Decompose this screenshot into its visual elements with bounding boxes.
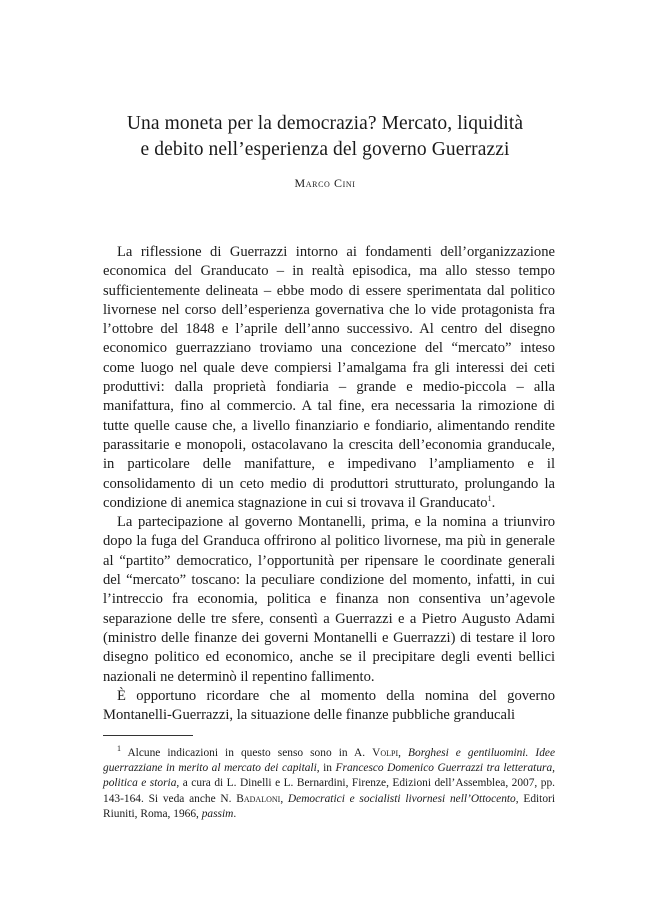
footnote-number: 1	[117, 744, 121, 754]
title-line-2: e debito nell’esperienza del governo Guerrazzi	[140, 139, 510, 160]
footnote-text: , in	[316, 762, 336, 775]
footnote-ref-1: 1	[487, 494, 492, 503]
author-name: Marco Cini	[294, 176, 356, 190]
footnote-work-title: Democratici e socialisti livornesi nell’Ottocento	[287, 792, 516, 805]
footnote-1	[103, 746, 555, 822]
footnote-text: ,	[280, 792, 288, 805]
title-line-1: Una moneta per la democrazia? Mercato, liquidità	[126, 113, 524, 134]
paragraph-2: La partecipazione al governo Montanelli, prima, e la nomina a triunviro dopo la fuga del Granduca offrirono al politico livornese, ma più in generale al “partito” democratico, l’opportunità per ripensare le coordinate generali del “mercato” toscano: la peculiare condizione del momento, infatti, in cui l’intreccio fra economia, politica e finanza non consentiva un’agevole separazione delle tre sfere, consentì a Guerrazzi e a Pietro Augusto Adami (ministro delle finanze dei governi Montanelli e Guerrazzi) di testare il loro disegno politico ed economico, anche se il precipitare degli eventi bellici nazionali ne determinò il repentino fallimento.	[103, 514, 555, 685]
footnote-author: Volpi	[372, 747, 399, 759]
footnote-divider	[103, 735, 193, 736]
footnote-emphasis: passim	[201, 807, 234, 820]
footnote-text: ,	[398, 747, 409, 759]
footnote	[103, 746, 555, 822]
article-title	[60, 111, 590, 163]
paragraph-3: È opportuno ricordare che al momento della nomina del governo Montanelli-Guerrazzi, la situazione delle finanze pubbliche granducali	[103, 687, 555, 724]
footnote-author: Badaloni	[236, 792, 281, 805]
footnote-text: , a cura di L. Dinelli e L. Bernardini, Firenze, Edizioni dell’Assemblea, 2007, pp. 143-164. Si veda anche N.	[103, 777, 555, 805]
article-body	[103, 243, 555, 725]
footnote-text: .	[233, 807, 237, 820]
footnote-text: , Editori Riuniti, Roma, 1966,	[103, 792, 555, 820]
footnote-work-title: Francesco Domenico Guerrazzi tra letteratura, politica e storia	[103, 762, 555, 790]
paragraph-1: La riflessione di Guerrazzi intorno ai fondamenti dell’organizzazione economica del Granducato – in realtà episodica, ma allo stesso tempo sufficientemente delineata – ebbe modo di essere sperimentata dal politico livornese nel corso dell’esperienza governativa che lo vide protagonista fra l’ottobre del 1848 e l’aprile dell’anno successivo. Al centro del disegno economico guerrazziano troviamo una concezione del “mercato” inteso come luogo nel quale deve compiersi l’amalgama fra gli interessi dei ceti produttivi: dalla proprietà fondiaria – grande e medio-piccola – alla manifattura, fino al commercio. A tal fine, era necessaria la rimozione di tutte quelle cause che, a livello finanziario e fondiario, alimentando rendite parassitarie e monopoli, ostacolavano la crescita dell’economia granducale, in particolare delle manifatture, e impedivano l’ampliamento e il consolidamento di un ceto medio di produttori strutturato, prolungando la condizione di anemica stagnazione in cui si trovava il Granducato$^1$.	[103, 244, 555, 511]
footnote-work-title: Borghesi e gentiluomini. Idee guerrazziane in merito al mercato dei capitali	[103, 747, 556, 775]
paragraph-1-text: La riflessione di Guerrazzi intorno ai fondamenti dell’organizzazione economica del Granducato – in realtà episodica, ma allo stesso tempo sufficientemente delineata – ebbe modo di essere sperimentata dal politico livornese nel corso dell’esperienza governativa che lo vide protagonista fra l’ottobre del 1848 e l’aprile dell’anno successivo. Al centro del disegno economico guerrazziano troviamo una concezione del “mercato” inteso come luogo nel quale deve compiersi l’amalgama fra gli interessi dei ceti produttivi: dalla proprietà fondiaria – grande e medio-piccola – alla manifattura, fino al commercio. A tal fine, era necessaria la rimozione di tutte quelle cause che, a livello finanziario e fondiario, alimentando rendite parassitarie e monopoli, ostacolavano la crescita dell’economia granducale, in particolare delle manifatture, e impedivano l’ampliamento e il consolidamento di un ceto medio di produttori strutturato, prolungando la condizione di anemica stagnazione in cui si trovava il Granducato	[103, 244, 555, 511]
footnote-text: Alcune indicazioni in questo senso sono in A.	[127, 747, 373, 759]
